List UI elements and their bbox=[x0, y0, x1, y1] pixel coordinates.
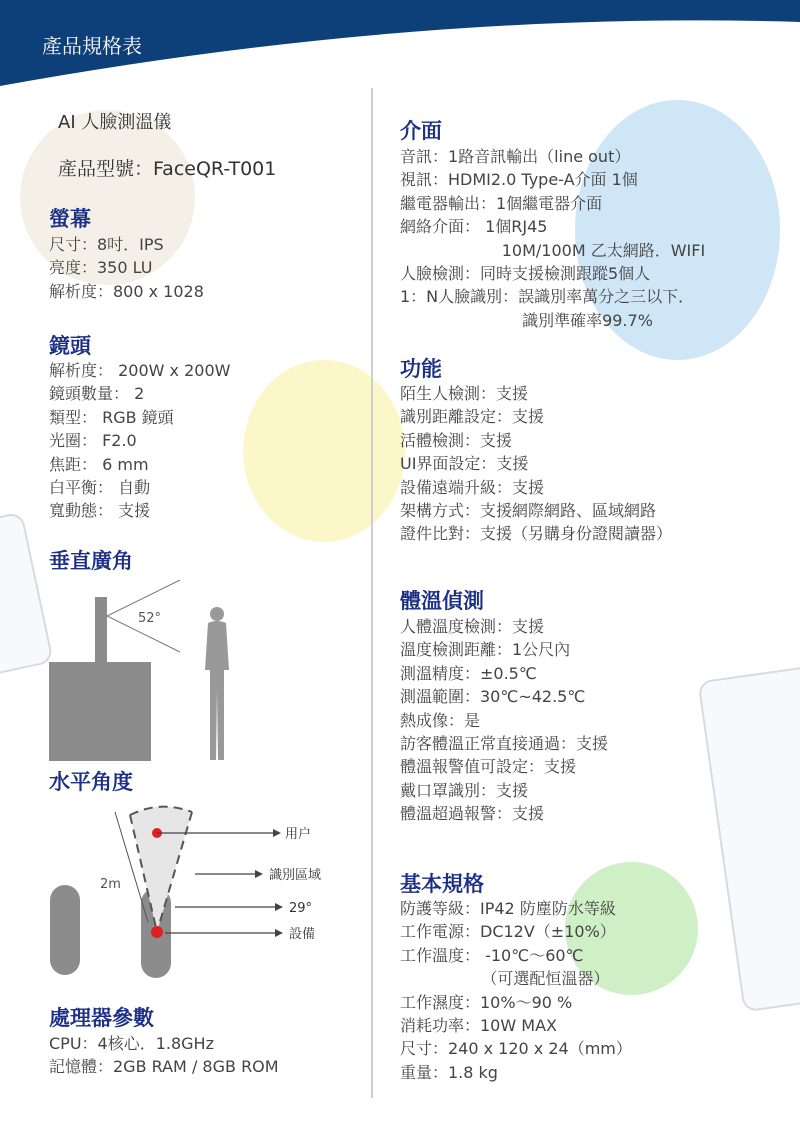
spec-line: （可選配恒溫器） bbox=[400, 969, 610, 989]
interface-specs bbox=[400, 145, 705, 332]
basic-specs-title: 基本規格 bbox=[400, 872, 484, 896]
vertical-angle-title: 垂直廣角 bbox=[49, 549, 133, 573]
spec-line: 測溫精度：±0.5℃ bbox=[400, 663, 537, 683]
interface-title: 介面 bbox=[400, 119, 442, 143]
page-title: 產品規格表 bbox=[42, 34, 142, 58]
spec-line: UI界面設定：支援 bbox=[400, 454, 529, 474]
spec-line: 防護等級：IP42 防塵防水等級 bbox=[400, 899, 616, 918]
spec-line: 光圈： F2.0 bbox=[49, 431, 137, 451]
spec-line: 識別距離設定：支援 bbox=[400, 407, 545, 427]
person-silhouette-icon bbox=[205, 607, 229, 760]
spec-line: 測溫範圍：30℃~42.5℃ bbox=[400, 687, 586, 707]
spec-line: 1：N人臉識別：誤識別率萬分之三以下． bbox=[400, 287, 695, 307]
screen-specs bbox=[49, 233, 204, 303]
device-stand bbox=[95, 597, 107, 662]
spec-line: 體溫超過報警：支援 bbox=[400, 804, 545, 824]
spec-line: 戴口罩識別：支援 bbox=[400, 780, 529, 800]
lens-title: 鏡頭 bbox=[49, 334, 91, 358]
product-model: 產品型號：FaceQR-T001 bbox=[58, 158, 277, 180]
spec-line: 記憶體：2GB RAM / 8GB ROM bbox=[49, 1057, 279, 1077]
spec-line: 熱成像：是 bbox=[400, 710, 481, 730]
spec-line: 消耗功率：10W MAX bbox=[400, 1016, 557, 1036]
spec-line: 工作溫度： -10℃～60℃ bbox=[400, 945, 584, 965]
spec-line: 活體檢測：支援 bbox=[400, 430, 513, 450]
spec-line: 焦距： 6 mm bbox=[49, 454, 149, 474]
spec-line: 網絡介面： 1個RJ45 bbox=[400, 217, 548, 237]
spec-line: 解析度：800 x 1028 bbox=[49, 281, 204, 301]
user-label: 用户 bbox=[285, 827, 312, 842]
features-title: 功能 bbox=[400, 357, 442, 381]
horizontal-angle-diagram bbox=[45, 800, 355, 980]
right-device-decoration bbox=[697, 662, 800, 1013]
spec-line: 視訊：HDMI2.0 Type-A介面 1個 bbox=[400, 170, 638, 190]
spec-line: 工作濕度：10%～90 % bbox=[400, 992, 573, 1012]
screen-title: 螢幕 bbox=[49, 207, 91, 231]
horizontal-angle-label: 29° bbox=[289, 901, 313, 916]
vertical-angle-diagram bbox=[45, 580, 250, 765]
horizontal-angle-title: 水平角度 bbox=[49, 770, 133, 794]
yellow-circle-decoration bbox=[243, 360, 405, 542]
spec-line: 工作電源：DC12V（±10%） bbox=[400, 922, 616, 942]
spec-line: 亮度：350 LU bbox=[49, 258, 153, 278]
spec-line: 證件比對：支援（另購身份證閱讀器） bbox=[400, 524, 673, 544]
spec-line: 人臉檢測：同時支援檢測跟蹤5個人 bbox=[400, 264, 651, 284]
spec-line: 音訊：1路音訊輸出（line out） bbox=[400, 147, 631, 166]
spec-line: 人體溫度檢測：支援 bbox=[400, 617, 545, 636]
lens-specs bbox=[49, 359, 230, 523]
processor-title: 處理器參數 bbox=[49, 1006, 154, 1030]
spec-line: 架構方式：支援網際網路、區域網路 bbox=[400, 501, 657, 521]
spec-line: 尺寸：240 x 120 x 24（mm） bbox=[400, 1039, 632, 1059]
vertical-angle-label: 52° bbox=[138, 611, 162, 626]
temperature-specs bbox=[400, 615, 608, 826]
spec-line: 尺寸：8吋．IPS bbox=[49, 235, 164, 254]
spec-line: 重量：1.8 kg bbox=[400, 1062, 498, 1082]
spec-line: 繼電器輸出：1個繼電器介面 bbox=[400, 193, 603, 213]
spec-line: 解析度： 200W x 200W bbox=[49, 361, 231, 380]
features-specs bbox=[400, 382, 672, 546]
column-divider bbox=[371, 88, 373, 1098]
device-label: 設備 bbox=[289, 927, 316, 942]
basic-specs bbox=[400, 897, 632, 1084]
spec-line: 10M/100M 乙太網路．WIFI bbox=[400, 240, 706, 260]
temperature-title: 體溫偵測 bbox=[400, 589, 484, 613]
spec-line: 溫度檢測距離：1公尺內 bbox=[400, 640, 571, 660]
spec-line: 陌生人檢測：支援 bbox=[400, 384, 529, 403]
device-base bbox=[49, 662, 151, 761]
spec-line: 寬動態： 支援 bbox=[49, 501, 151, 521]
spec-line: 體溫報警值可設定：支援 bbox=[400, 757, 577, 777]
recognition-zone bbox=[130, 807, 192, 932]
spec-line: 訪客體溫正常直接通過：支援 bbox=[400, 734, 609, 754]
left-bollard bbox=[50, 885, 80, 975]
spec-line: 設備遠端升級：支援 bbox=[400, 477, 545, 497]
distance-label: 2m bbox=[100, 877, 121, 892]
spec-line: 識別準確率99.7% bbox=[400, 310, 653, 330]
zone-label: 識別區域 bbox=[269, 868, 322, 883]
processor-specs bbox=[49, 1032, 279, 1079]
spec-line: 鏡頭數量： 2 bbox=[49, 384, 145, 404]
spec-line: 白平衡： 自動 bbox=[49, 478, 151, 498]
product-name: AI 人臉測溫儀 bbox=[58, 112, 172, 133]
spec-line: 類型： RGB 鏡頭 bbox=[49, 407, 174, 427]
spec-line: CPU：4核心．1.8GHz bbox=[49, 1034, 214, 1053]
device-dot bbox=[151, 926, 163, 938]
